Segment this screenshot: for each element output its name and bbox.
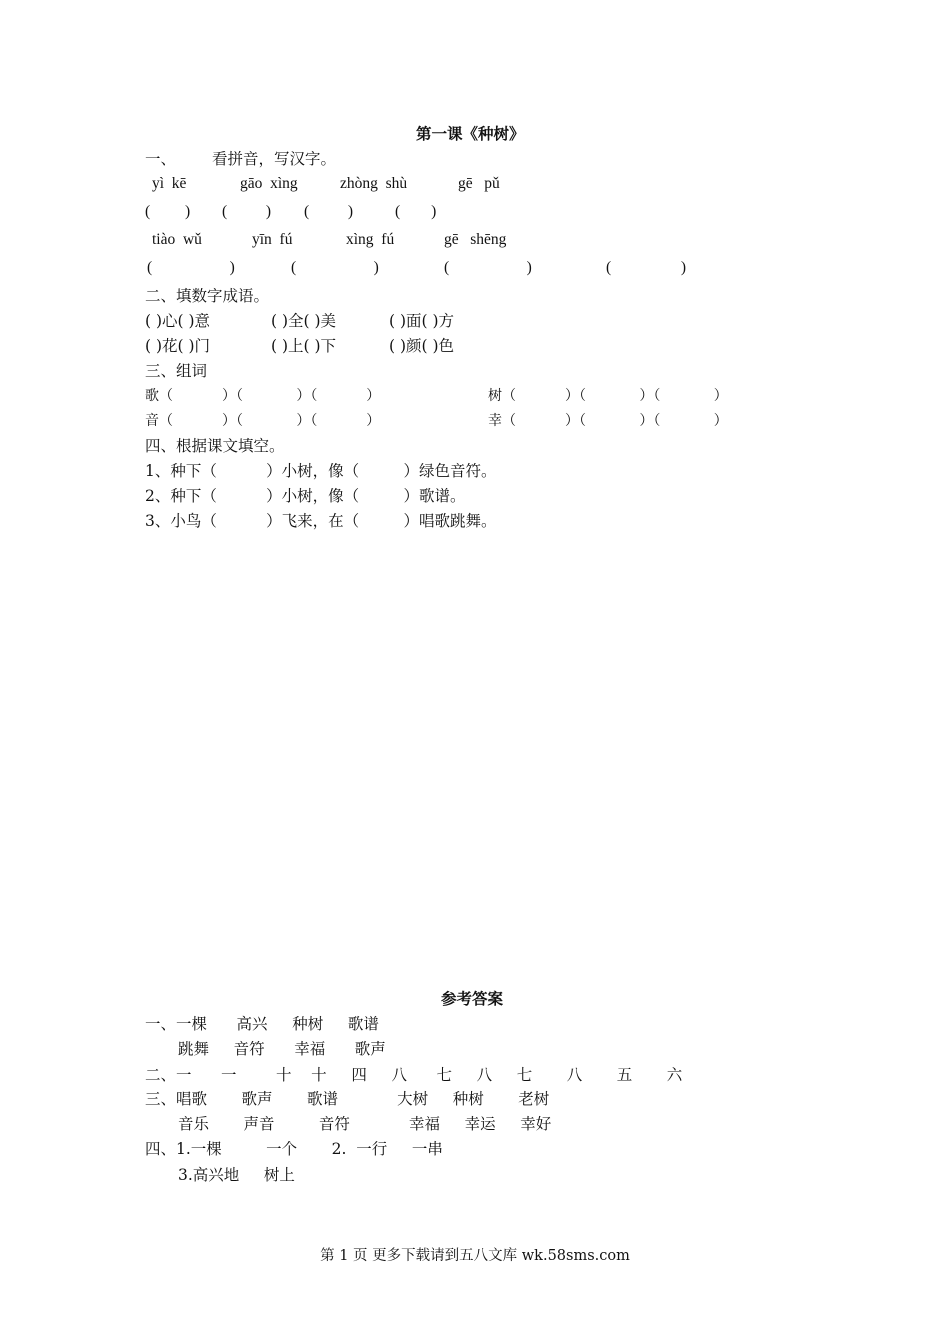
- section1-heading: 看拼音，写汉字。: [212, 150, 337, 168]
- fill-blank-line: 1、种下（ ）小树，像（ ）绿色音符。: [145, 462, 497, 480]
- answer-line: 跳舞 音符 幸福 歌声: [178, 1040, 386, 1058]
- pinyin-item: zhòng shù: [340, 175, 408, 192]
- answer-line: 音乐 声音 音符 幸福 幸运 幸好: [178, 1115, 552, 1133]
- answer-blank: ( ): [606, 259, 687, 276]
- pinyin-item: yì kē: [152, 175, 187, 192]
- word-group-row: 音（ ）（ ）（ ）: [145, 413, 381, 429]
- answer-blank: ( ): [291, 259, 379, 276]
- idiom-blank: ( )上( )下: [271, 337, 337, 355]
- answer-blank: ( ): [222, 203, 272, 220]
- pinyin-item: xìng fú: [346, 231, 395, 248]
- answer-blank: ( ): [147, 259, 235, 276]
- section3-heading: 三、组词: [145, 362, 208, 380]
- word-group-row: 幸（ ）（ ）（ ）: [488, 413, 728, 429]
- answer-line: 二、一 一 十 十 四 八 七 八 七 八 五 六: [145, 1066, 683, 1084]
- word-group-row: 歌（ ）（ ）（ ）: [145, 388, 381, 404]
- fill-blank-line: 3、小鸟（ ）飞来，在（ ）唱歌跳舞。: [145, 512, 497, 530]
- pinyin-item: gāo xìng: [240, 175, 298, 192]
- pinyin-item: gē pǔ: [458, 175, 500, 192]
- pinyin-item: gē shēng: [444, 231, 507, 248]
- answer-line: 三、唱歌 歌声 歌谱 大树 种树 老树: [145, 1090, 550, 1108]
- section2-heading: 二、填数字成语。: [145, 287, 270, 305]
- idiom-blank: ( )颜( )色: [389, 337, 455, 355]
- lesson-title: 第一课《种树》: [416, 124, 525, 143]
- answer-blank: ( ): [395, 203, 437, 220]
- word-group-row: 树（ ）（ ）（ ）: [488, 388, 728, 404]
- answers-title: 参考答案: [441, 989, 504, 1008]
- fill-blank-line: 2、种下（ ）小树，像（ ）歌谱。: [145, 487, 466, 505]
- pinyin-item: tiào wǔ: [152, 231, 202, 248]
- answer-line: 四、1.一棵 一个 2. 一行 一串: [145, 1140, 443, 1158]
- idiom-blank: ( )花( )门: [145, 337, 211, 355]
- answer-line: 3.高兴地 树上: [178, 1166, 295, 1184]
- idiom-blank: ( )面( )方: [389, 312, 455, 330]
- answer-blank: ( ): [444, 259, 532, 276]
- idiom-blank: ( )心( )意: [145, 312, 211, 330]
- page-footer: 第 1 页 更多下载请到五八文库 wk.58sms.com: [320, 1248, 630, 1264]
- answer-blank: ( ): [145, 203, 191, 220]
- section4-heading: 四、根据课文填空。: [145, 437, 285, 455]
- pinyin-item: yīn fú: [252, 231, 293, 248]
- answer-blank: ( ): [304, 203, 354, 220]
- section1-number: 一、: [145, 150, 177, 168]
- idiom-blank: ( )全( )美: [271, 312, 337, 330]
- answer-line: 一、一棵 高兴 种树 歌谱: [145, 1015, 379, 1033]
